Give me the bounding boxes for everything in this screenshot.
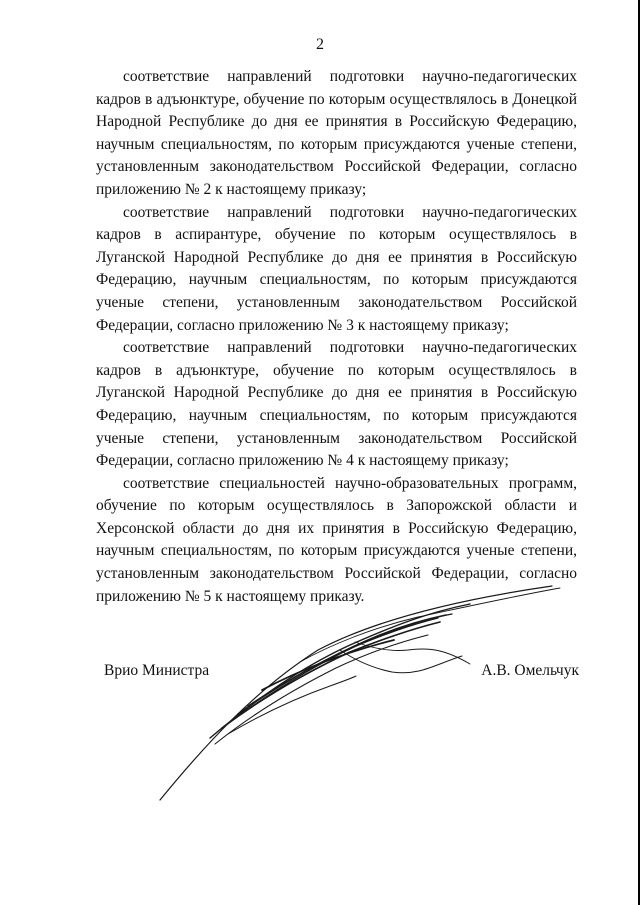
document-body bbox=[96, 66, 577, 608]
page-number: 2 bbox=[316, 36, 324, 53]
paragraph-appendix-2: соответствие направлений подготовки научно-педагогических кадров в адъюнктуре, обучение по которым осуществлялось в Донецкой Народной Республике до дня ее принятия в Российскую Федерацию, научным специальностям, по которым присуждаются ученые степени, установленным законодательством Российской Федерации, согласно приложению № 2 к настоящему приказу; bbox=[96, 68, 577, 198]
paragraph-appendix-4: соответствие направлений подготовки научно-педагогических кадров в адъюнктуре, обучение по которым осуществлялось в Луганской Народной Республике до дня ее принятия в Российскую Федерацию, научным специальностям, по которым присуждаются ученые степени, установленным законодательством Российской Федерации, согласно приложению № 4 к настоящему приказу; bbox=[96, 339, 577, 470]
signer-title: Врио Министра bbox=[104, 662, 210, 679]
paragraph-appendix-5: соответствие специальностей научно-образовательных программ, обучение по которым осуществлялось в Запорожской области и Херсонской области до дня их принятия в Российскую Федерацию, научным специальностям, по которым присуждаются ученые степени, установленным законодательством Российской Федерации, согласно приложению № 5 к настоящему приказу. bbox=[96, 474, 577, 605]
signer-name: А.В. Омельчук bbox=[481, 662, 579, 679]
paragraph-appendix-3: соответствие направлений подготовки научно-педагогических кадров в аспирантуре, обучение по которым осуществлялось в Луганской Народной Республике до дня ее принятия в Российскую Федерацию, научным специальностям, по которым присуждаются ученые степени, установленным законодательством Российской Федерации, согласно приложению № 3 к настоящему приказу; bbox=[96, 203, 577, 334]
